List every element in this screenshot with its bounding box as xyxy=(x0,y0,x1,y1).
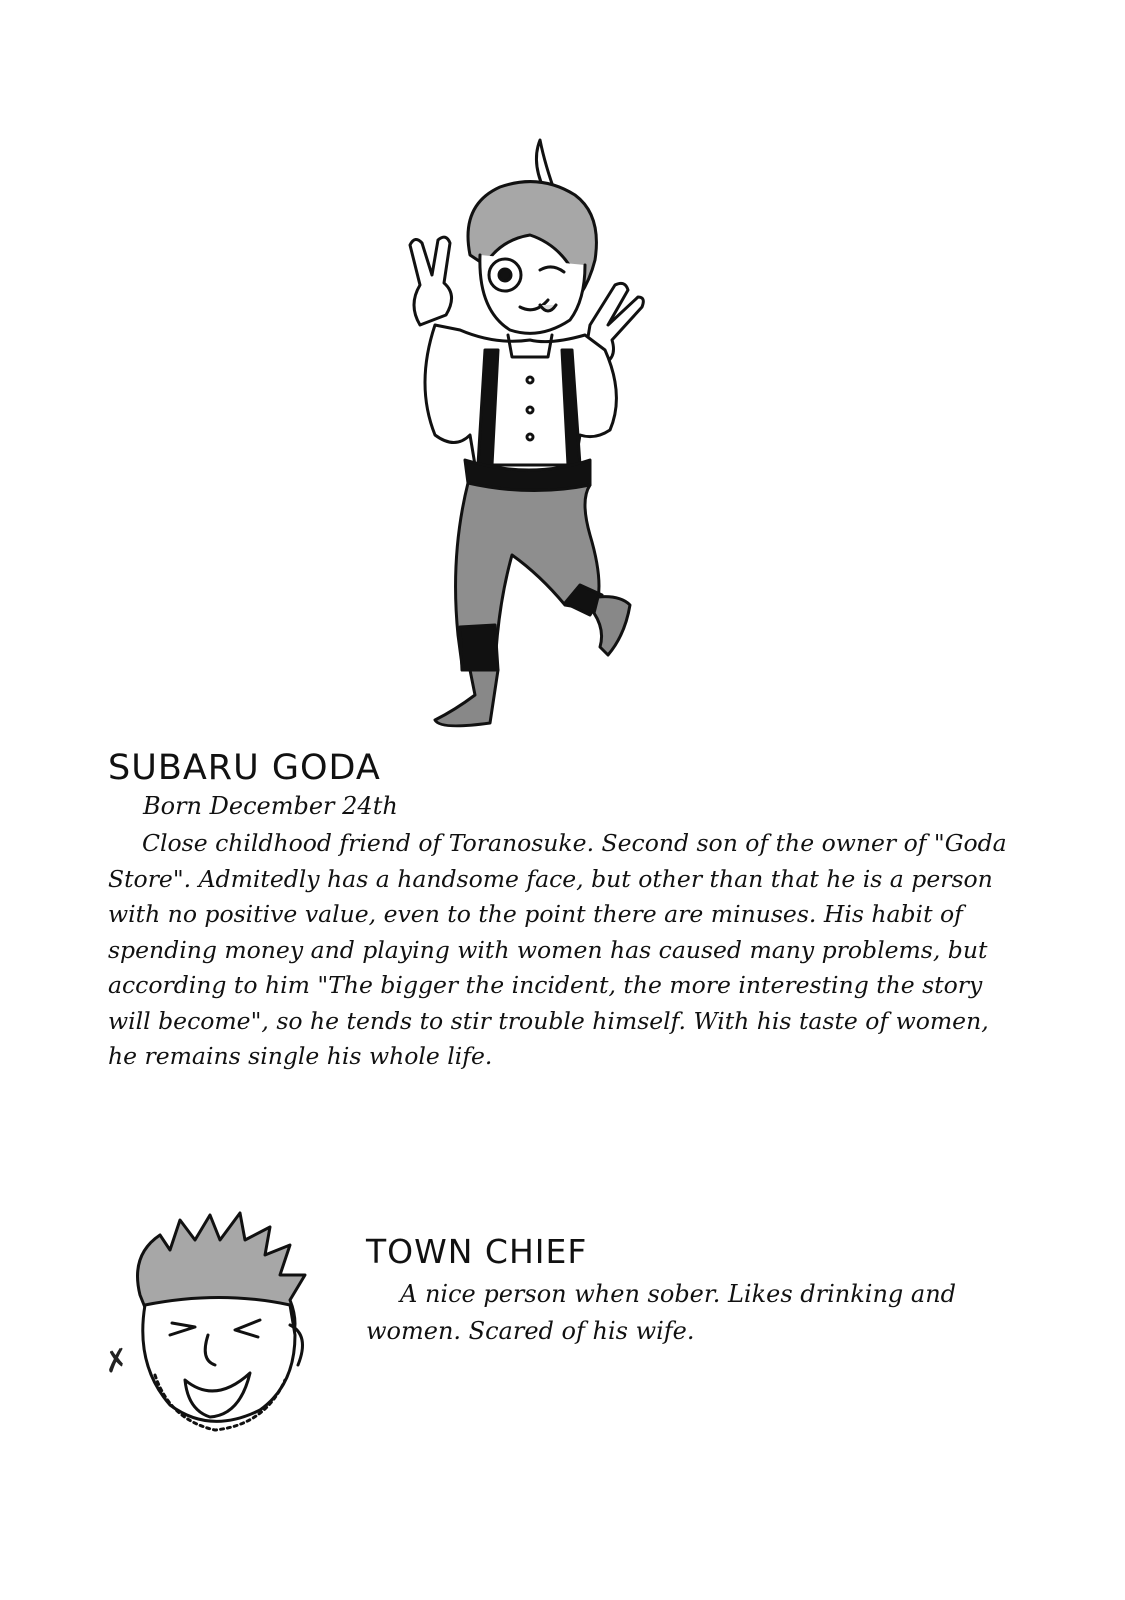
character-name-town-chief: TOWN CHIEF xyxy=(366,1232,588,1271)
character-description-town-chief: A nice person when sober. Likes drinking and women. Scared of his wife. xyxy=(366,1280,957,1345)
character-name-subaru: SUBARU GODA xyxy=(108,748,381,788)
signature-mark-icon: ✗ xyxy=(100,1341,133,1382)
character-description-subaru: Close childhood friend of Toranosuke. Second son of the owner of "Goda Store". Admitedly has a handsome face, but other than that he is a person with no positive value, even to the point there are minuses. His habit of spending money and playing with women has caused many problems, but according to him "The bigger the incident, the more interesting the story will become", so he tends to stir trouble himself. With his taste of women, he remains single his whole life. xyxy=(108,829,1007,1070)
town-chief-face-illustration xyxy=(100,1205,340,1445)
subaru-chibi-illustration xyxy=(380,135,650,735)
character-birthday-subaru: Born December 24th xyxy=(143,792,398,820)
